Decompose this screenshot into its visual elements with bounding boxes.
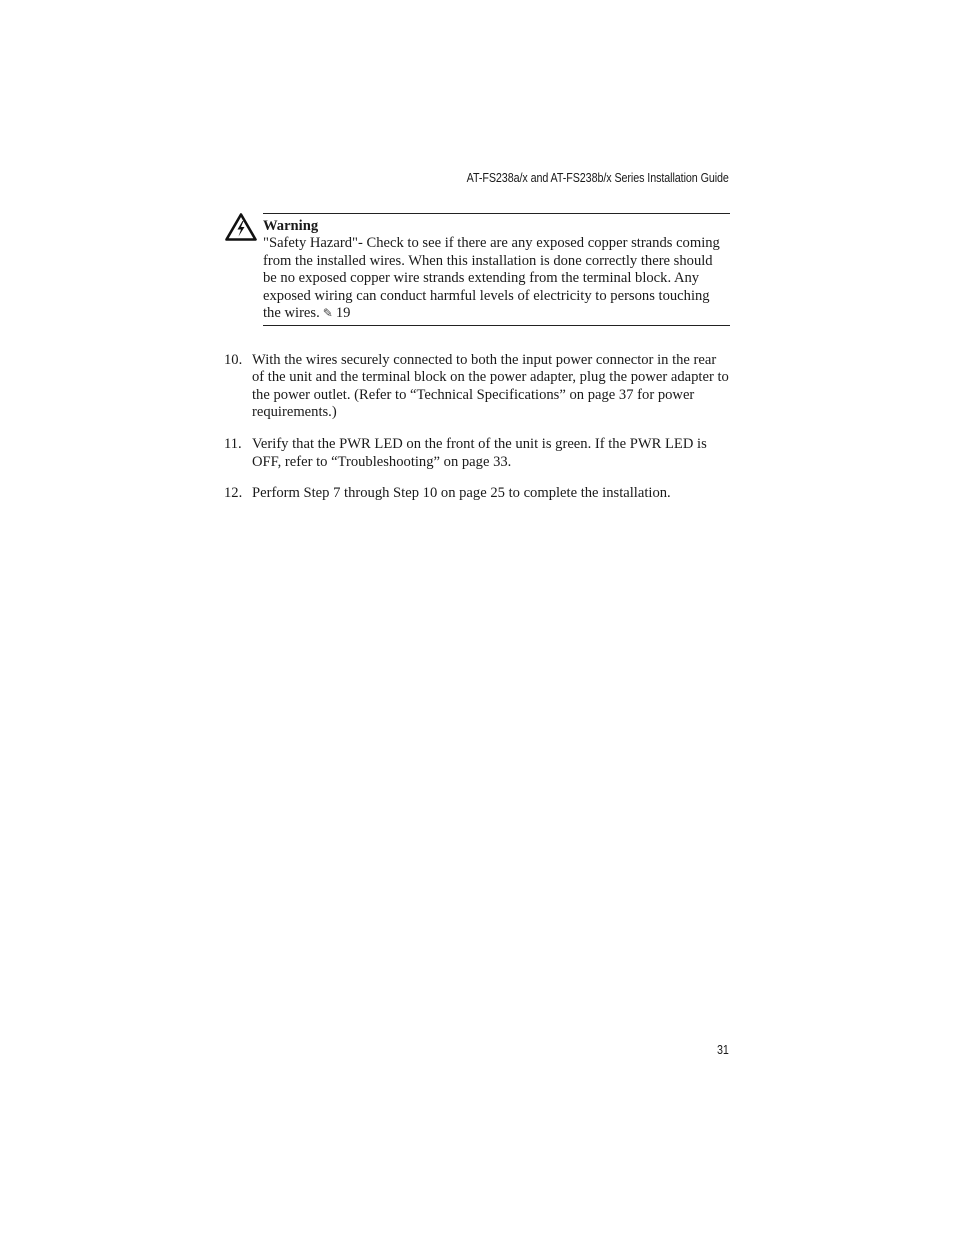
step-text: Perform Step 7 through Step 10 on page 25 to complete the installation. (252, 485, 671, 502)
warning-text (263, 235, 730, 322)
electrical-hazard-triangle-icon (225, 213, 257, 241)
page-number: 31 (717, 1043, 729, 1057)
procedure-steps (224, 352, 730, 517)
running-header: AT-FS238a/x and AT-FS238b/x Series Installation Guide (466, 171, 729, 185)
warning-body: "Safety Hazard"- Check to see if there are any exposed copper strands coming from the installed wires. When this installation is done correctly there should be no exposed copper wire strands extending from the terminal block. Any exposed wiring can conduct harmful levels of electricity to persons touching the wires. (263, 235, 720, 322)
translation-reference-icon: ✎ (322, 306, 333, 321)
warning-box (263, 213, 730, 326)
step-number: 12. (224, 485, 243, 502)
step-number: 11. (224, 436, 242, 453)
warning-reference-number: 19 (335, 305, 351, 322)
step-item (224, 436, 730, 471)
step-text: With the wires securely connected to both the input power connector in the rear of the unit and the terminal block on the power adapter, plug the power adapter to the power outlet. (Refer to “Technical Specifications” on page 37 for power requirements.) (252, 352, 729, 421)
step-text: Verify that the PWR LED on the front of the unit is green. If the PWR LED is OFF, refer to “Troubleshooting” on page 33. (252, 436, 707, 470)
step-item (224, 485, 730, 502)
step-item (224, 352, 730, 422)
warning-title: Warning (263, 218, 319, 234)
step-number: 10. (224, 352, 243, 368)
